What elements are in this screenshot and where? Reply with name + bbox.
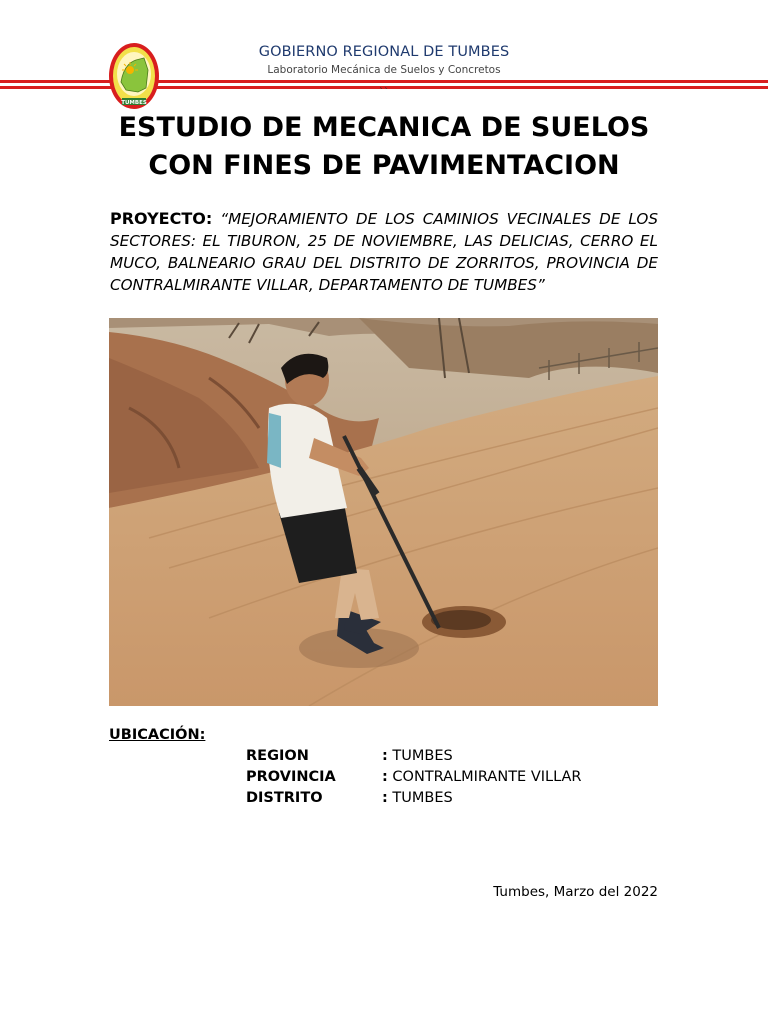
project-paragraph <box>110 208 658 296</box>
document-title-line2: CON FINES DE PAVIMENTACION <box>148 150 620 181</box>
location-label: PROVINCIA <box>246 769 336 785</box>
location-separator: : <box>382 769 388 785</box>
location-separator: : <box>382 748 388 764</box>
location-label: REGION <box>246 748 309 764</box>
location-value: TUMBES <box>392 790 453 806</box>
project-description: “MEJORAMIENTO DE LOS CAMINIOS VECINALES DE LOS SECTORES: EL TIBURON, 25 DE NOVIEMBRE, LAS DELICIAS, CERRO EL MUCO, BALNEARIO GRAU DEL DISTRITO DE ZORRITOS, PROVINCIA DE CONTRALMIRANTE VILLAR, DEPARTAMENTO DE TUMBES” <box>110 210 659 294</box>
site-photo <box>109 318 658 706</box>
location-row-distrito <box>246 790 453 806</box>
laboratory-name: Laboratorio Mecánica de Suelos y Concretos <box>267 64 501 76</box>
organization-name: GOBIERNO REGIONAL DE TUMBES <box>258 44 510 60</box>
logo-text: TUMBES <box>121 100 147 106</box>
location-row-region <box>246 748 453 764</box>
location-value: TUMBES <box>392 748 453 764</box>
location-row-provincia <box>246 769 582 785</box>
project-label: PROYECTO: <box>110 209 213 228</box>
location-heading: UBICACIÓN: <box>109 727 206 743</box>
document-date: Tumbes, Marzo del 2022 <box>493 884 658 900</box>
location-label: DISTRITO <box>246 790 323 806</box>
stray-quote-mark: `` <box>379 87 389 98</box>
location-value: CONTRALMIRANTE VILLAR <box>392 769 582 785</box>
document-title-line1: ESTUDIO DE MECANICA DE SUELOS <box>118 112 650 143</box>
location-separator: : <box>382 790 388 806</box>
